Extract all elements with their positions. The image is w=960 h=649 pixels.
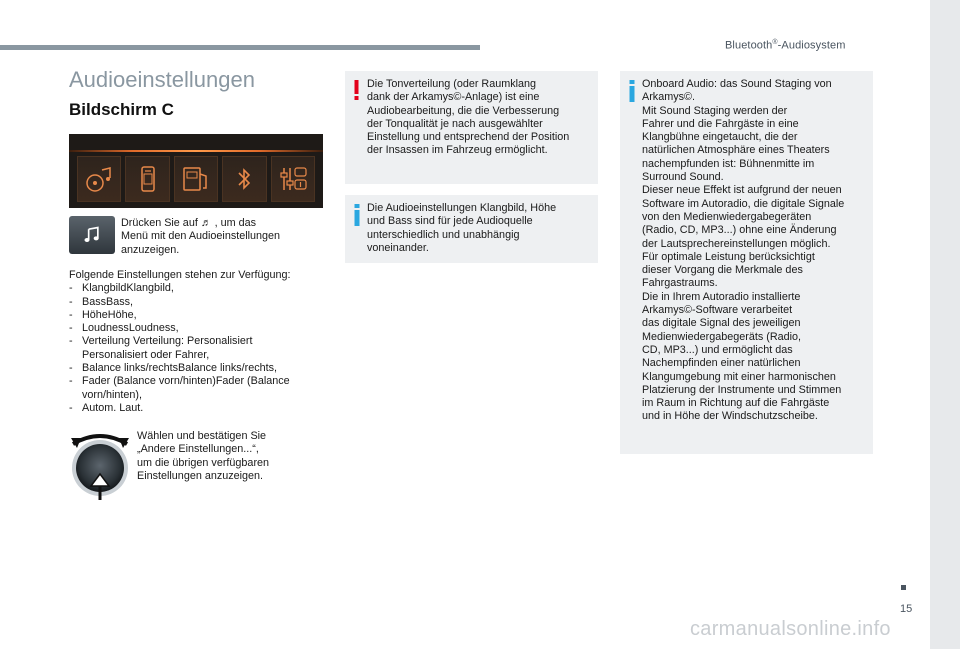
watermark: carmanualsonline.info — [690, 618, 891, 640]
header-rule — [0, 45, 480, 50]
screen-tile-bluetooth — [222, 156, 266, 202]
music-note-icon — [82, 225, 102, 245]
music-note-icon — [82, 164, 116, 194]
screen-tile-settings — [271, 156, 315, 202]
instruction-knob: Wählen und bestätigen Sie „Andere Einstellungen...“, um die übrigen verfügbaren Einstellungen anzuzeigen. — [137, 430, 270, 482]
info-box-audio-settings: Die Audioeinstellungen Klangbild, Höhe und Bass sind für jede Audioquelle unterschiedlich und unabhängig voneinander. — [345, 195, 598, 263]
instruction-audio-button: Drücken Sie auf ♬ , um das Menü mit den Audioeinstellungen anzuzeigen. — [121, 217, 281, 256]
settings-list — [69, 269, 325, 415]
list-item: - HöheHöhe, — [69, 308, 137, 321]
rotary-knob-icon[interactable] — [69, 430, 131, 500]
settings-icon — [276, 164, 310, 194]
screen-tile-phone — [125, 156, 169, 202]
fuel-icon — [179, 164, 213, 194]
end-marker — [901, 585, 906, 590]
page-subtitle: Bildschirm C — [69, 100, 174, 119]
info-box-sound-staging: Onboard Audio: das Sound Staging von Arkamys©. Mit Sound Staging werden der Fahrer und die Fahrgäste in eine Klangbühne eingetaucht, die der natürlichen Atmosphäre eines Theaters nachempfunden ist: Bühnenmitte im Surround Sound. Dieser neue Effekt ist aufgrund der neuen Software im Autoradio, die digitale Signale von den Medienwiedergabegeräten (Radio, CD, MP3...) ohne eine Änderung der Lautsprechereinstellungen möglich. Für optimale Leistung berücksichtigt dieser Vorgang die Merkmale des Fahrgastraums. Die in Ihrem Autoradio installierte Arkamys©-Software verarbeitet das digitale Signal des jeweiligen Medienwiedergabegeräts (Radio, CD, MP3...) und ermöglicht das Nachempfinden einer natürlichen Klangumgebung mit einer harmonischen Platzierung der Instrumente und Stimmen im Raum in Richtung auf die Fahrgäste und in Höhe der Windschutzscheibe. — [620, 71, 873, 454]
screen-tile-media — [77, 156, 121, 202]
list-item: - LoudnessLoudness, — [69, 322, 179, 335]
page-title: Audioeinstellungen — [69, 67, 255, 92]
screen-glow-line — [69, 150, 323, 152]
audio-settings-button[interactable] — [69, 216, 115, 254]
list-item: - Fader (Balance vorn/hinten)Fader (Balance vorn/hinten), — [69, 375, 290, 401]
list-item: - BassBass, — [69, 295, 134, 308]
screen-tile-vehicle — [174, 156, 218, 202]
warning-icon — [354, 80, 359, 100]
list-item: - Verteilung Verteilung: Personalisiert Personalisiert oder Fahrer, — [69, 335, 253, 361]
list-item: - Balance links/rechtsBalance links/rechts, — [69, 362, 278, 375]
display-screen-illustration — [69, 134, 323, 208]
page-number: 15 — [900, 603, 913, 615]
page-edge-strip — [930, 0, 960, 649]
list-intro: Folgende Einstellungen stehen zur Verfügung: — [69, 269, 291, 281]
phone-icon — [131, 164, 165, 194]
list-item: - KlangbildKlangbild, — [69, 282, 174, 295]
bluetooth-icon — [227, 164, 261, 194]
list-item: - Autom. Laut. — [69, 401, 144, 414]
info-icon — [629, 80, 635, 102]
info-icon — [354, 204, 360, 226]
section-header: Bluetooth®-Audiosystem — [725, 39, 846, 52]
warning-box: Die Tonverteilung (oder Raumklang dank der Arkamys©-Anlage) ist eine Audiobearbeitung, die die Verbesserung der Tonqualität je nach ausgewählter Einstellung und entsprechend der Position der Insassen im Fahrzeug ermöglicht. — [345, 71, 598, 184]
